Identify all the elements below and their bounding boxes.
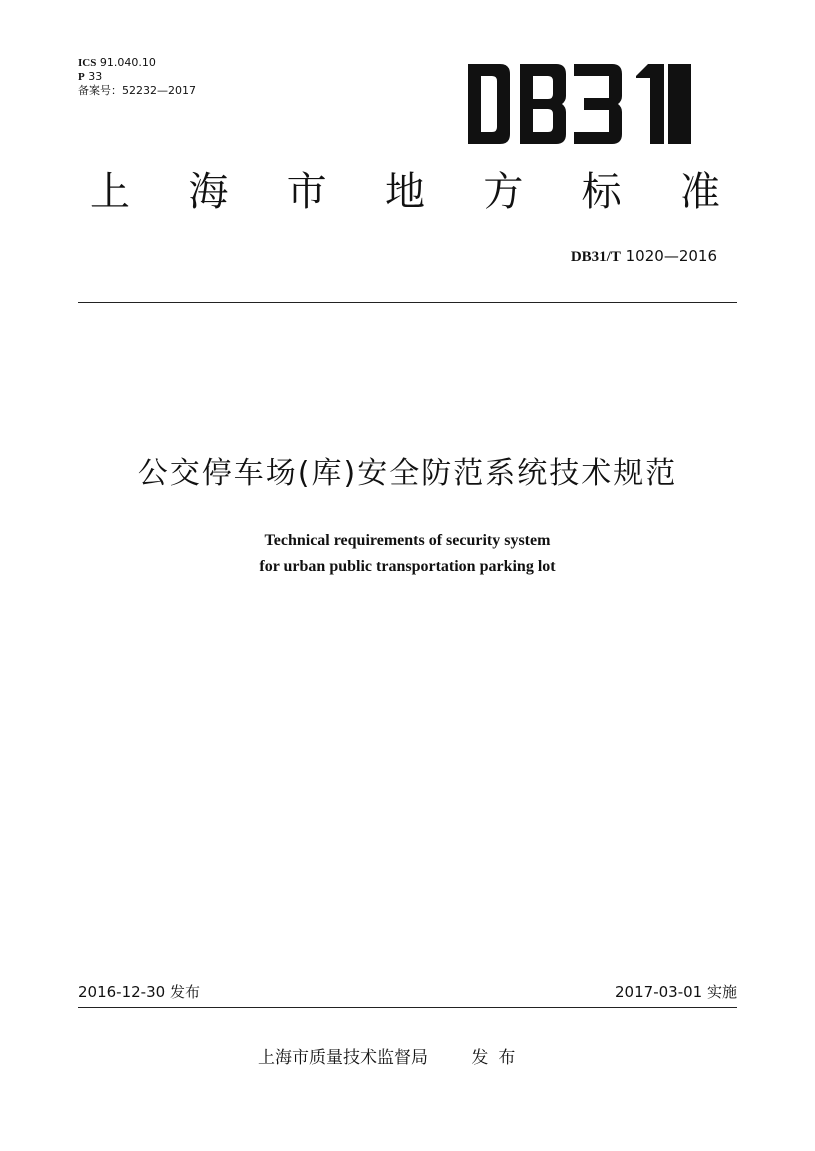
implement-date [615,982,737,1002]
implement-date-value: 2017-03-01 [615,983,703,1001]
issuer-publish-label: 发布 [471,1048,526,1068]
title-english-line1: Technical requirements of security system [264,532,551,549]
heading-char: 上 [90,169,130,215]
top-divider [78,302,737,303]
bottom-divider [78,1007,737,1008]
ics-label: ICS [78,57,97,69]
issuer-name: 上海市质量技术监督局 [258,1048,428,1068]
standard-number [571,246,717,267]
standard-number-value: 1020—2016 [625,247,717,265]
heading-char: 标 [581,169,622,215]
heading-char: 地 [384,169,425,215]
heading-char: 海 [188,169,229,215]
title-chinese: 公交停车场(库)安全防范系统技术规范 [137,456,678,491]
class-line [78,70,196,84]
issue-date [78,982,200,1002]
record-value: 52232—2017 [122,84,196,97]
heading-char: 市 [286,169,327,215]
title-english [0,528,815,580]
db31-logo [468,64,693,144]
class-value: 33 [88,70,103,83]
class-label: P [78,71,85,83]
issuer [258,1046,525,1070]
standard-type-heading [85,168,725,216]
issue-date-value: 2016-12-30 [78,983,166,1001]
implement-date-label: 实施 [706,983,737,1001]
classification-block [78,56,196,97]
heading-char: 方 [483,169,524,215]
issue-date-label: 发布 [169,983,200,1001]
standard-number-prefix: DB31/T [570,249,621,265]
record-label: 备案号： [78,84,122,97]
ics-line [78,56,196,70]
ics-value: 91.040.10 [99,56,156,69]
heading-char: 准 [679,169,720,215]
title-english-line2: for urban public transportation parking lot [259,558,556,575]
record-line [78,84,196,97]
